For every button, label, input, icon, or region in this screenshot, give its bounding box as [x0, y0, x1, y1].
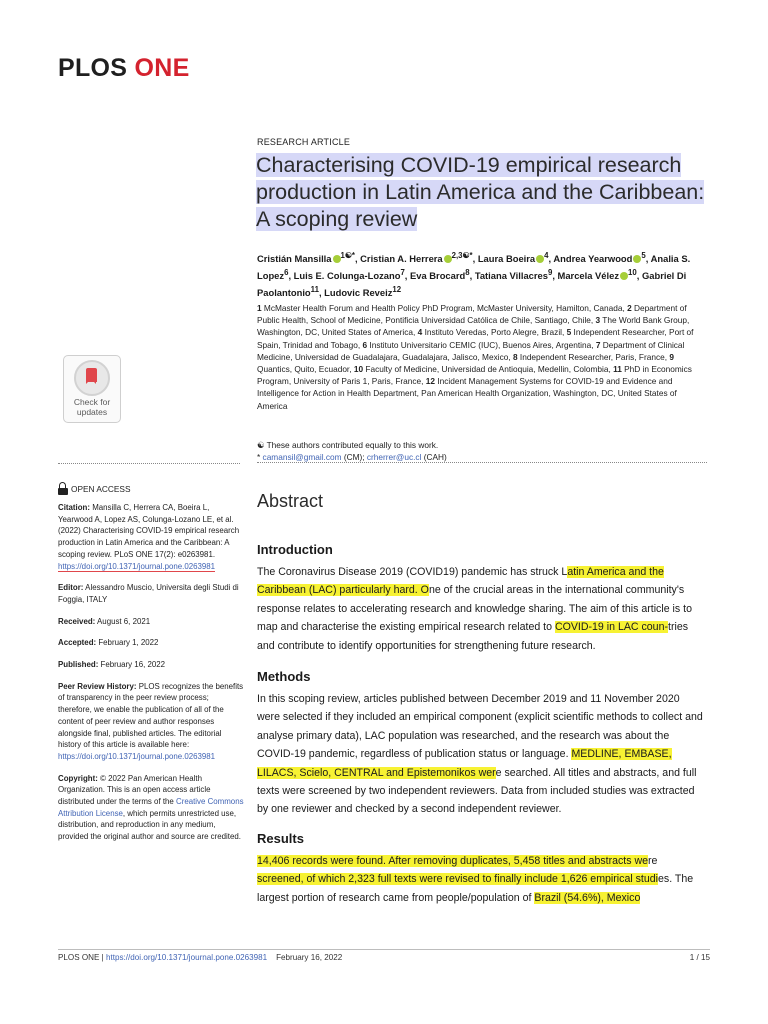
- check-updates-line: updates: [76, 406, 108, 417]
- affil-text: Department of Clinical Medicine, Universidad de Guadalajara, Guadalajara, Jalisco, Mexico,: [257, 339, 685, 362]
- editor-block: [58, 582, 244, 605]
- corr-marker: *: [257, 452, 263, 463]
- body-text: tries and contribute to identify opportunities for strengthening future research.: [257, 621, 689, 652]
- introduction-paragraph: [257, 563, 703, 655]
- results-paragraph: [257, 852, 703, 907]
- author-affil-sup: 10: [628, 267, 637, 277]
- copyright-label: Copyright:: [58, 773, 98, 783]
- author-name[interactable]: , Luis E. Colunga-Lozano: [288, 269, 401, 281]
- author-name[interactable]: , Marcela Vélez: [552, 269, 620, 281]
- journal-logo: [58, 54, 190, 83]
- author-affil-sup: 12: [392, 284, 402, 294]
- author-name[interactable]: , Analia S. Lopez: [257, 253, 691, 281]
- affiliations: [257, 302, 705, 412]
- affil-num: 3: [595, 315, 601, 326]
- author-affil-sup: 9: [547, 267, 553, 277]
- copyright-text: , which permits unrestricted use, distribution, and reproduction in any medium, provided the original author and source are credited.: [58, 808, 241, 842]
- received-label: Received:: [58, 616, 96, 626]
- affil-text: Instituto Veredas, Porto Alegre, Brazil,: [422, 327, 565, 338]
- affil-num: 5: [566, 327, 572, 338]
- methods-paragraph: [257, 690, 703, 819]
- author-affil-sup: 6: [284, 267, 289, 277]
- accepted-date: February 1, 2022: [96, 638, 159, 648]
- orcid-icon[interactable]: [536, 255, 544, 263]
- body-text: In this scoping review, articles published between December 2019 and 11 November 2020 were selected if they included an empirical component (explicit scientific methods to collect and analyse primary data), LAC population was researched, and the research was about the COVID-19 pandemic, regardless of publication status or language.: [257, 693, 703, 761]
- affil-num: 10: [353, 364, 364, 375]
- body-text: e searched. All titles and abstracts, and full texts were screened by two independent reviewers. Data from included studies was extracted by one reviewer and checked by a second independent reviewer.: [257, 766, 697, 816]
- open-access-label: [58, 482, 130, 495]
- check-updates-line: Check for: [73, 397, 111, 407]
- orcid-icon[interactable]: [620, 272, 628, 280]
- highlighted-text: Brazil (54.6%), Mexico: [534, 891, 641, 904]
- highlighted-text: MEDLINE, EMBASE, LILACS, Scielo, CENTRAL and Epistemonikos wer: [257, 748, 672, 779]
- article-metadata-sidebar: [58, 502, 244, 853]
- author-notes: [257, 439, 697, 463]
- abstract-heading: Abstract: [257, 491, 324, 511]
- author-affil-sup: 8: [465, 267, 470, 277]
- affil-num: 12: [425, 376, 435, 387]
- author-affil-sup: 5: [641, 251, 646, 260]
- article-title: [256, 152, 716, 233]
- affil-num: 6: [362, 339, 368, 350]
- body-text: re: [648, 855, 658, 867]
- copyright-block: [58, 773, 244, 843]
- email-link[interactable]: crherrer@uc.cl: [366, 452, 422, 463]
- divider: [58, 463, 240, 464]
- highlighted-text: COVID-19 in LAC coun-: [554, 621, 668, 634]
- received-block: [58, 616, 244, 628]
- affil-text: McMaster Health Forum and Health Policy PhD Program, McMaster University, Hamilton, Canada,: [261, 303, 625, 313]
- logo-one: ONE: [134, 54, 190, 82]
- affil-text: PhD in Economics Program, University of Paris 1, Paris, France,: [257, 364, 692, 387]
- editor-label: Editor:: [58, 583, 84, 593]
- author-name[interactable]: , Ludovic Reveiz: [318, 286, 393, 298]
- citation-block: [58, 502, 244, 572]
- affil-text: Independent Researcher, Port of Spain, Trinidad and Tobago,: [257, 327, 694, 350]
- logo-plos: PLOS: [58, 54, 128, 82]
- affil-text: Quantics, Quito, Ecuador,: [257, 364, 352, 375]
- author-name[interactable]: , Cristian A. Herrera: [354, 253, 443, 265]
- published-block: [58, 659, 244, 671]
- affil-num: 8: [512, 351, 518, 362]
- highlighted-text: 14,406 records were found. After removing duplicates, 5,458 titles and abstracts we: [257, 855, 649, 867]
- author-affil-sup: 2,3☯*: [451, 251, 473, 260]
- footer-date: February 16, 2022: [267, 953, 343, 962]
- published-label: Published:: [58, 660, 99, 670]
- orcid-icon[interactable]: [444, 255, 452, 263]
- email-link[interactable]: camansil@gmail.com: [262, 452, 342, 463]
- affil-num: 4: [417, 327, 423, 338]
- body-text: The Coronavirus Disease 2019 (COVID19) pandemic has struck L: [257, 566, 568, 578]
- highlighted-text: screened, of which 2,323 full texts were revised to finally include 1,626 empirical studi: [257, 873, 659, 886]
- results-heading: Results: [257, 831, 304, 846]
- affil-text: Instituto Universitario CEMIC (IUC), Buenos Aires, Argentina,: [367, 339, 594, 350]
- affil-text: Independent Researcher, Paris, France,: [517, 351, 668, 362]
- equal-contribution-note: ☯ These authors contributed equally to this work.: [257, 440, 439, 450]
- body-text: ne of the crucial areas in the international community's response relates to accelerating research and knowledge sharing. The aim of this article is to map and characterise the existing empirical research related to: [257, 584, 692, 634]
- page-number: 1 / 15: [689, 953, 710, 962]
- author-affil-sup: 1☯*: [340, 251, 355, 260]
- copyright-text: © 2022 Pan American Health Organization. This is an open access article distributed under the terms of the: [58, 773, 211, 807]
- affil-num: 11: [613, 364, 622, 375]
- email-tag: (CM);: [341, 452, 367, 463]
- introduction-heading: Introduction: [257, 542, 333, 557]
- published-date: February 16, 2022: [98, 660, 166, 670]
- author-name[interactable]: , Tatiana Villacres: [469, 269, 548, 281]
- open-access-text: OPEN ACCESS: [71, 483, 131, 494]
- editor-text: Alessandro Muscio, Universita degli Studi di Foggia, ITALY: [58, 583, 239, 604]
- methods-heading: Methods: [257, 669, 311, 684]
- footer-citation: [58, 953, 342, 962]
- author-affil-sup: 7: [400, 267, 405, 277]
- peer-review-label: Peer Review History:: [58, 681, 137, 691]
- author-name[interactable]: , Eva Brocard: [404, 269, 466, 281]
- author-list: [257, 249, 707, 299]
- accepted-block: [58, 637, 244, 649]
- license-link[interactable]: Creative Commons Attribution License: [58, 797, 244, 818]
- affil-text: The World Bank Group, Washington, DC, United States of America,: [257, 315, 690, 338]
- author-name[interactable]: , Laura Boeira: [472, 253, 536, 265]
- peer-review-block: [58, 681, 244, 763]
- check-updates-label: [64, 398, 120, 417]
- email-tag: (CAH): [421, 452, 447, 463]
- page-footer: [58, 949, 710, 962]
- body-text: es. The largest portion of research came from people/population of: [257, 873, 694, 904]
- affil-text: Department of Public Health, School of Medicine, Pontificia Universidad Católica de Chile, Santiago, Chile,: [257, 303, 687, 326]
- affil-text: Incident Management Systems for COVID-19 and Evidence and Intelligence for Action in Health Department, Pan American Health Organization, Washington, DC, United States of America: [257, 376, 677, 411]
- article-type: RESEARCH ARTICLE: [257, 137, 351, 147]
- affil-num: 9: [669, 351, 674, 362]
- peer-review-text: PLOS recognizes the benefits of transparency in the peer review process; therefore, we enable the publication of all of the content of peer review and author responses alongside final, published articles. The editorial history of this article is available here:: [58, 681, 244, 750]
- author-name[interactable]: , Gabriel Di Paolantonio: [257, 269, 687, 298]
- orcid-icon[interactable]: [333, 255, 341, 263]
- author-name[interactable]: Cristián Mansilla: [257, 253, 332, 265]
- citation-text: Mansilla C, Herrera CA, Boeira L, Yearwood A, Lopez AS, Colunga-Lozano LE, et al. (2022) Characterising COVID-19 empirical research production in Latin America and the Caribbean: A scoping review. PLoS ONE 17(2): e0263981.: [58, 503, 240, 559]
- author-affil-sup: 11: [310, 284, 319, 294]
- bookmark-icon: [74, 360, 110, 396]
- footer-doi-link[interactable]: https://doi.org/10.1371/journal.pone.0263981: [105, 953, 268, 962]
- affil-text: Faculty of Medicine, Universidad de Antioquia, Medellin, Colombia,: [363, 364, 611, 375]
- article-title-text: Characterising COVID-19 empirical research production in Latin America and the Caribbean: A scoping review: [256, 153, 705, 231]
- highlighted-text: atin America and the Caribbean (LAC) particularly hard. O: [257, 566, 664, 597]
- open-lock-icon: [58, 482, 68, 495]
- citation-label: Citation:: [58, 503, 90, 512]
- affil-num: 1: [257, 303, 262, 313]
- received-date: August 6, 2021: [95, 616, 151, 626]
- affil-num: 2: [627, 303, 632, 313]
- affil-num: 7: [595, 339, 601, 350]
- divider: [257, 462, 707, 463]
- peer-review-link[interactable]: https://doi.org/10.1371/journal.pone.0263981: [58, 751, 216, 761]
- citation-doi-link[interactable]: https://doi.org/10.1371/journal.pone.0263981: [58, 561, 216, 571]
- accepted-label: Accepted:: [58, 638, 97, 648]
- footer-journal: PLOS ONE |: [58, 953, 106, 962]
- author-affil-sup: 4: [544, 251, 549, 260]
- check-for-updates-button[interactable]: [63, 355, 121, 423]
- author-name[interactable]: , Andrea Yearwood: [548, 253, 633, 265]
